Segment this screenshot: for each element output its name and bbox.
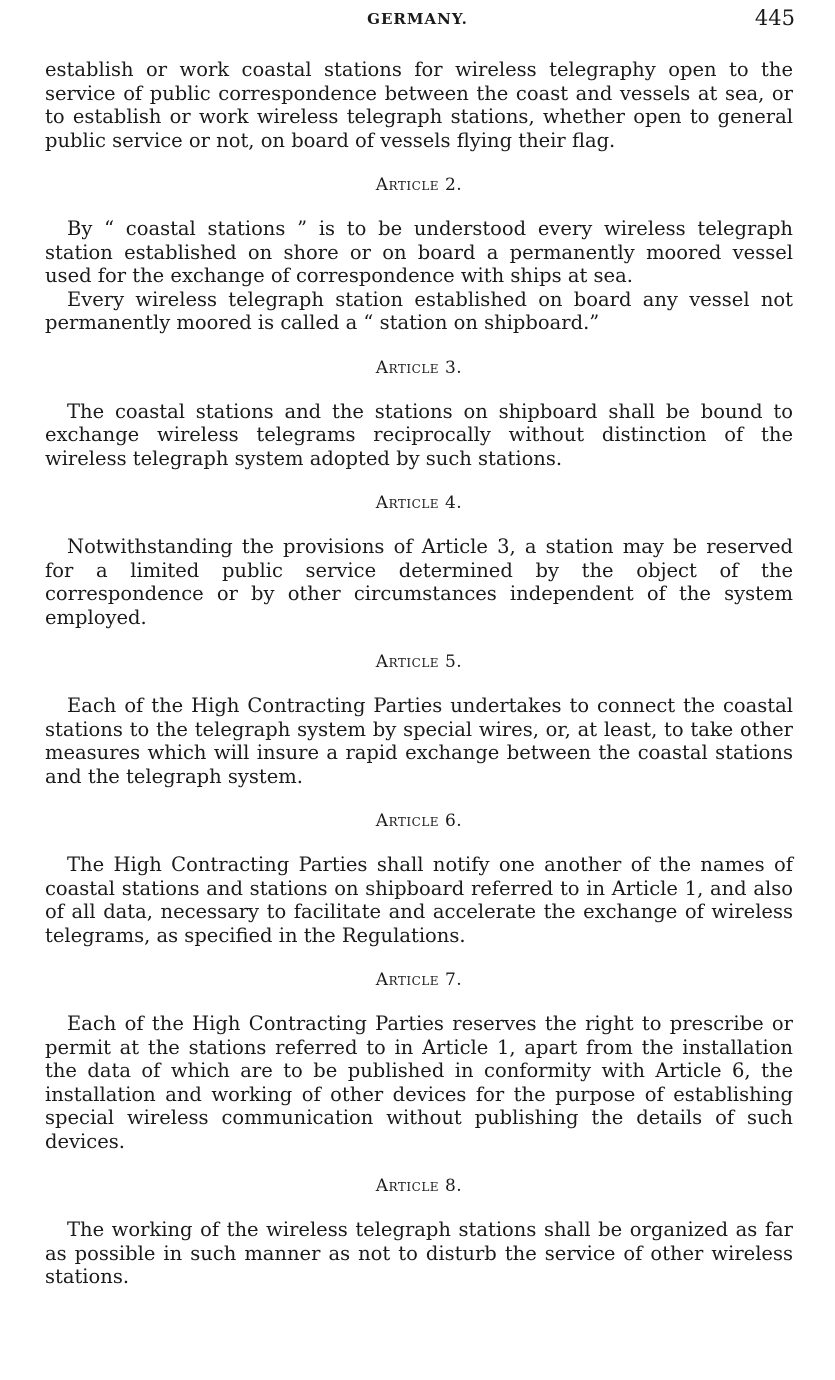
article-2-paragraph-2: Every wireless telegraph station established on board any vessel not permanently moored is called a “ station on shipboard.” [45, 287, 793, 334]
article-5-heading: Article 5. [375, 652, 463, 672]
article-4-heading: Article 4. [375, 493, 463, 513]
article-4-paragraph-1: Notwithstanding the provisions of Article 3, a station may be reserved for a limited public service determined by the object of the correspondence or by other circumstances independent of the system employed. [45, 535, 793, 629]
article-7-paragraph-1: Each of the High Contracting Parties reserves the right to prescribe or permit at the stations referred to in Article 1, apart from the installation the data of which are to be published in conformity with Article 6, the installation and working of other devices for the purpose of establishing special wireless communication without publishing the details of such devices. [45, 1012, 793, 1153]
page-header [0, 6, 835, 36]
article-8-paragraph-1: The working of the wireless telegraph stations shall be organized as far as possible in such manner as not to disturb the service of other wireless stations. [45, 1218, 793, 1288]
running-head: GERMANY. [367, 10, 468, 28]
intro-paragraph: establish or work coastal stations for wireless telegraphy open to the service of public correspondence between the coast and vessels at sea, or to establish or work wireless telegraph stations, whether open to general public service or not, on board of vessels flying their flag. [45, 58, 793, 152]
article-7-heading: Article 7. [375, 970, 463, 990]
article-3-paragraph-1: The coastal stations and the stations on shipboard shall be bound to exchange wireless telegrams reciprocally without distinction of the wireless telegraph system adopted by such stations. [45, 399, 793, 470]
article-6-paragraph-1: The High Contracting Parties shall notify one another of the names of coastal stations and stations on shipboard referred to in Article 1, and also of all data, necessary to facilitate and accelerate the exchange of wireless telegrams, as specified in the Regulations. [45, 853, 793, 947]
page-number: 445 [754, 6, 795, 30]
article-2-paragraph-1: By “ coastal stations ” is to be understood every wireless telegraph station established on shore or on board a permanently moored vessel used for the exchange of correspondence with ships at sea. [45, 217, 793, 287]
article-6-heading: Article 6. [375, 811, 463, 831]
article-2-heading: Article 2. [375, 175, 463, 195]
article-3-heading: Article 3. [375, 357, 463, 378]
article-5-paragraph-1: Each of the High Contracting Parties undertakes to connect the coastal stations to the telegraph system by special wires, or, at least, to take other measures which will insure a rapid exchange between the coastal stations and the telegraph system. [45, 694, 793, 788]
article-8-heading: Article 8. [375, 1176, 463, 1196]
body-text [45, 58, 793, 1289]
